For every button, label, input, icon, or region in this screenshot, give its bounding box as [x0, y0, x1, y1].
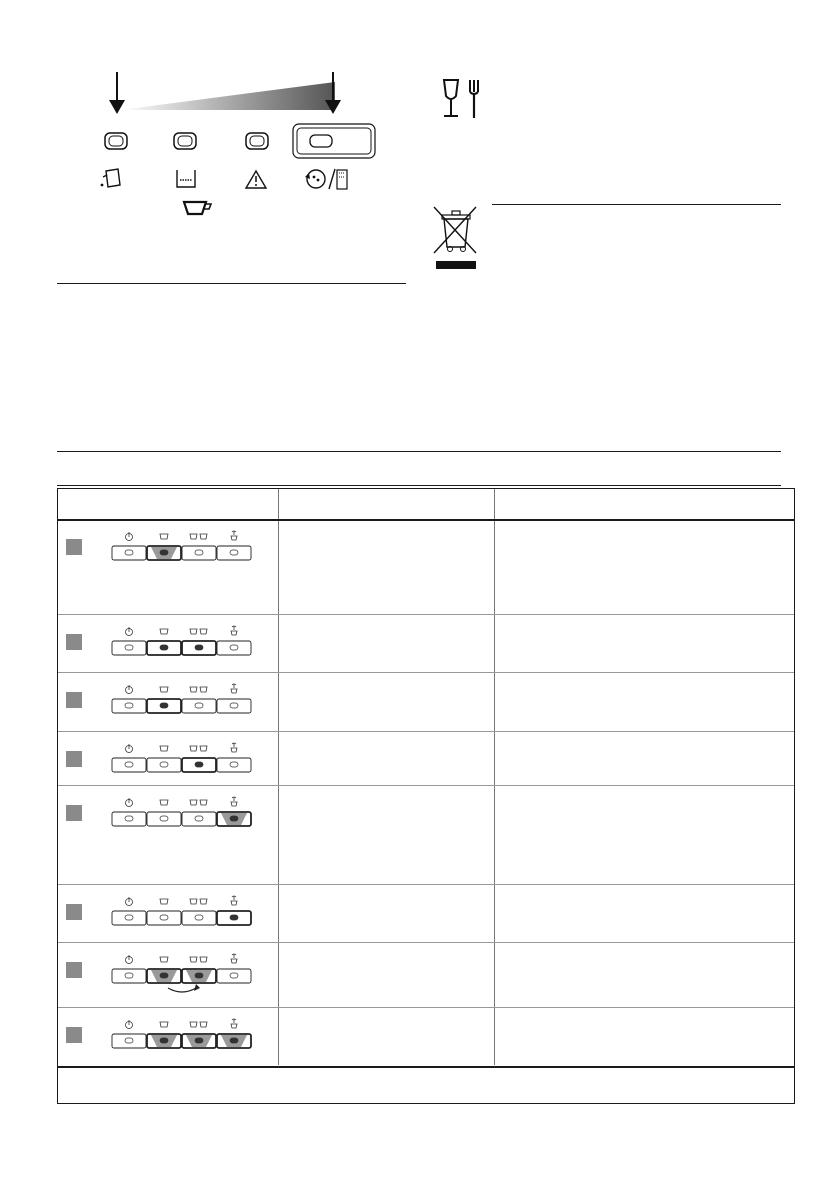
row-number-box — [66, 962, 82, 978]
row-number-box — [66, 751, 82, 767]
control-panel-diagram — [90, 70, 390, 220]
mini-control-panel — [110, 894, 260, 944]
mini-control-panel — [110, 952, 260, 1002]
mini-control-panel — [110, 682, 260, 732]
glass-fork-icon — [440, 78, 490, 123]
water-tank-icon — [177, 170, 195, 187]
divider-left — [57, 283, 406, 284]
arrow-down-left-icon — [109, 72, 125, 114]
warning-triangle-icon — [246, 171, 266, 188]
descale-jug-icon — [101, 169, 120, 187]
status-table — [57, 488, 795, 1104]
coffee-cup-icon — [184, 202, 211, 214]
row-number-box — [66, 634, 82, 650]
mini-control-panel — [110, 624, 260, 674]
mini-control-panel — [110, 741, 260, 791]
row-number-box — [66, 692, 82, 708]
row-number-box — [66, 805, 82, 821]
row-number-box — [66, 539, 82, 555]
row-number-box — [66, 904, 82, 920]
row-number-box — [66, 1027, 82, 1043]
rinse-cycle-icon — [305, 169, 347, 189]
crossed-out-bin-icon — [432, 205, 480, 271]
mini-control-panel — [110, 795, 260, 845]
divider-full-1 — [57, 451, 781, 452]
divider-full-2 — [57, 485, 781, 486]
mini-control-panel — [110, 1017, 260, 1067]
divider-right — [492, 204, 781, 205]
mini-control-panel — [110, 529, 260, 579]
